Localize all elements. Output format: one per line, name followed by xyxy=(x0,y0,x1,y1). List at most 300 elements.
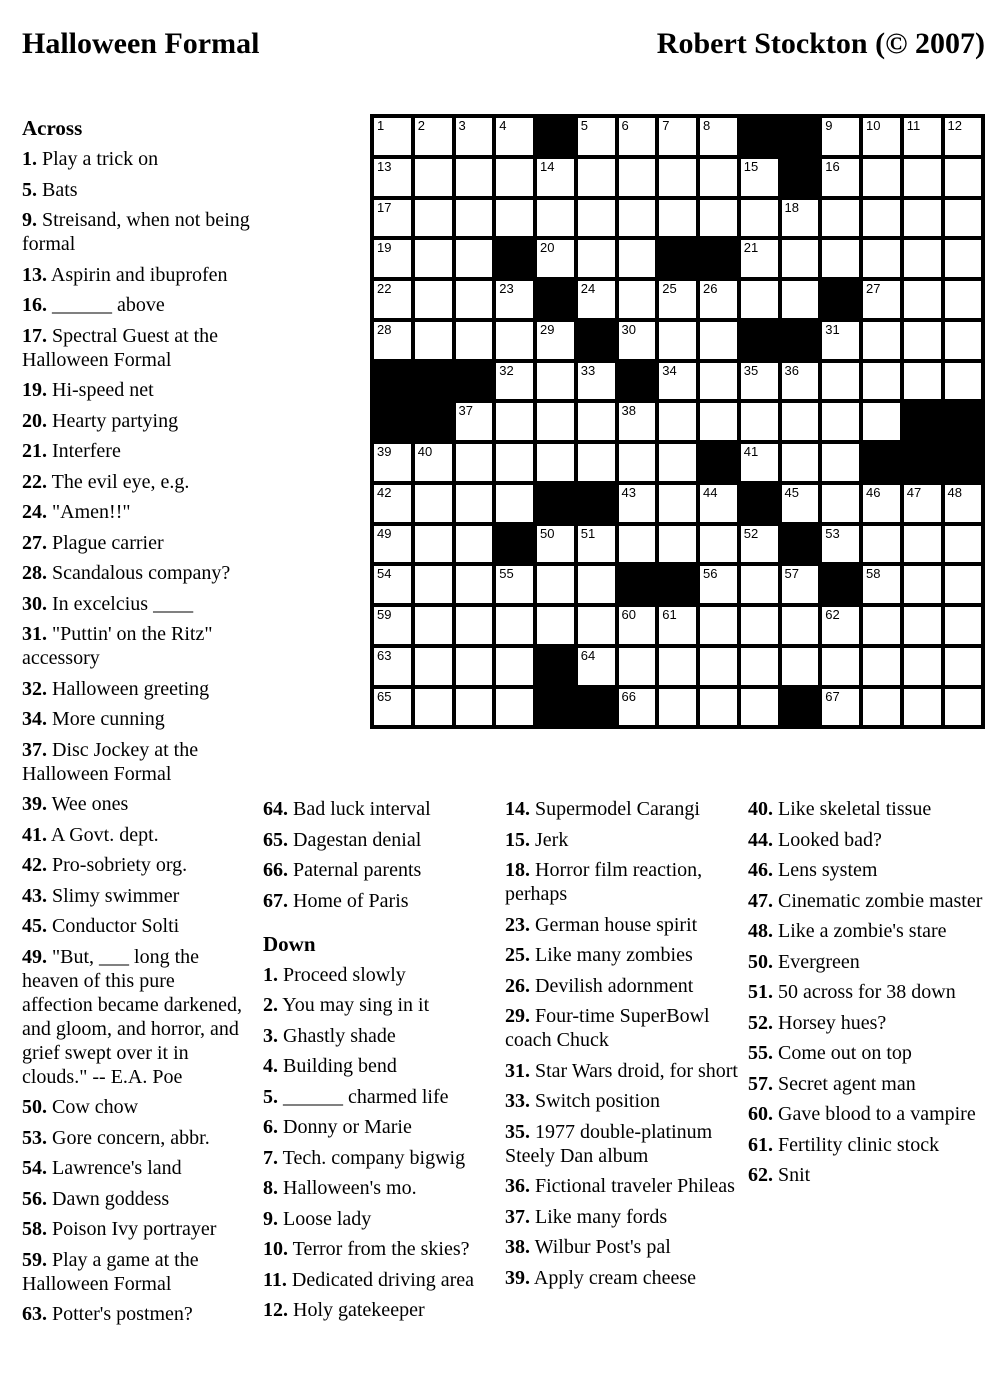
grid-cell[interactable] xyxy=(537,403,574,440)
grid-cell[interactable] xyxy=(741,607,778,644)
grid-cell[interactable] xyxy=(578,444,615,481)
grid-cell-45[interactable] xyxy=(782,485,819,522)
grid-cell-10[interactable] xyxy=(863,118,900,155)
cell-number: 13 xyxy=(377,158,392,174)
cell-number: 16 xyxy=(825,158,840,174)
grid-cell-35[interactable] xyxy=(741,363,778,400)
clue-number: 9. xyxy=(22,209,37,231)
grid-cell[interactable] xyxy=(619,648,656,685)
clue-number: 30. xyxy=(22,592,47,615)
black-square xyxy=(741,322,778,359)
grid-cell-30[interactable] xyxy=(619,322,656,359)
cell-number: 19 xyxy=(377,240,392,256)
grid-cell[interactable] xyxy=(822,240,859,277)
grid-cell-26[interactable] xyxy=(700,281,737,318)
grid-cell-60[interactable] xyxy=(619,607,656,644)
grid-cell[interactable] xyxy=(537,444,574,481)
grid-cell[interactable] xyxy=(945,322,982,359)
grid-cell[interactable] xyxy=(659,648,696,685)
grid-cell[interactable] xyxy=(578,607,615,644)
grid-cell[interactable] xyxy=(578,240,615,277)
clue-number: 42. xyxy=(22,854,47,876)
grid-cell[interactable] xyxy=(415,607,452,644)
grid-cell[interactable] xyxy=(822,200,859,237)
grid-cell-14[interactable] xyxy=(537,159,574,196)
clue-down-18: 18. Horror film reaction, perhaps xyxy=(505,859,703,905)
cell-number: 5 xyxy=(580,118,588,133)
grid-cell[interactable] xyxy=(537,566,574,603)
grid-cell[interactable] xyxy=(863,403,900,440)
grid-cell[interactable] xyxy=(904,607,941,644)
grid-cell-7[interactable] xyxy=(659,118,696,155)
clue-number: 14. xyxy=(505,798,530,820)
grid-cell-2[interactable] xyxy=(415,118,452,155)
black-square xyxy=(374,403,411,440)
cell-number: 33 xyxy=(580,362,596,378)
grid-cell[interactable] xyxy=(456,200,493,237)
clue-across-42: 42. Pro-sobriety org. xyxy=(22,854,188,876)
grid-cell[interactable] xyxy=(700,648,737,685)
grid-cell[interactable] xyxy=(578,566,615,603)
grid-cell[interactable] xyxy=(578,200,615,237)
grid-cell-44[interactable] xyxy=(700,485,737,522)
clue-number: 51. xyxy=(748,981,773,1003)
grid-cell-34[interactable] xyxy=(659,363,696,400)
cell-number: 17 xyxy=(377,199,392,215)
clue-down-38: 38. Wilbur Post's pal xyxy=(505,1236,671,1258)
black-square xyxy=(782,322,819,359)
grid-cell-24[interactable] xyxy=(578,281,615,318)
clue-number: 5. xyxy=(22,178,37,201)
grid-cell[interactable] xyxy=(496,200,533,237)
grid-cell-25[interactable] xyxy=(659,281,696,318)
grid-cell[interactable] xyxy=(659,403,696,440)
clue-across-64: 64. Bad luck interval xyxy=(263,798,431,820)
grid-cell[interactable] xyxy=(619,200,656,237)
grid-cell-9[interactable] xyxy=(822,118,859,155)
grid-cell[interactable] xyxy=(822,485,859,522)
grid-cell[interactable] xyxy=(863,240,900,277)
grid-cell[interactable] xyxy=(496,607,533,644)
clue-number: 4. xyxy=(263,1055,278,1077)
grid-cell[interactable] xyxy=(741,648,778,685)
grid-cell-36[interactable] xyxy=(782,363,819,400)
clue-down-10: 10. Terror from the skies? xyxy=(263,1238,470,1260)
clue-down-35: 35. 1977 double-platinum Steely Dan album xyxy=(505,1120,713,1167)
grid-cell[interactable] xyxy=(659,322,696,359)
grid-cell-37[interactable] xyxy=(456,403,493,440)
grid-cell-53[interactable] xyxy=(822,526,859,563)
grid-cell[interactable] xyxy=(741,566,778,603)
grid-cell[interactable] xyxy=(863,607,900,644)
clue-down-14: 14. Supermodel Carangi xyxy=(505,798,700,820)
grid-cell[interactable] xyxy=(782,240,819,277)
clue-across-5: 5. Bats xyxy=(22,178,78,201)
cell-number: 52 xyxy=(743,525,759,541)
clue-across-31: 31. "Puttin' on the Ritz" accessory xyxy=(22,623,213,669)
grid-cell[interactable] xyxy=(782,607,819,644)
grid-cell[interactable] xyxy=(945,607,982,644)
grid-cell-66[interactable] xyxy=(619,689,656,726)
cell-number: 15 xyxy=(743,158,759,174)
grid-cell[interactable] xyxy=(863,648,900,685)
grid-cell[interactable] xyxy=(456,159,493,196)
grid-cell[interactable] xyxy=(822,403,859,440)
grid-cell[interactable] xyxy=(619,159,656,196)
clue-down-47: 47. Cinematic zombie master xyxy=(748,889,983,912)
grid-cell[interactable] xyxy=(700,363,737,400)
grid-cell[interactable] xyxy=(904,566,941,603)
clue-number: 2. xyxy=(263,994,278,1016)
grid-cell[interactable] xyxy=(496,485,533,522)
cell-number: 11 xyxy=(906,118,921,133)
grid-cell[interactable] xyxy=(741,281,778,318)
grid-cell[interactable] xyxy=(863,200,900,237)
grid-cell[interactable] xyxy=(659,689,696,726)
grid-cell[interactable] xyxy=(456,240,493,277)
grid-cell[interactable] xyxy=(822,363,859,400)
grid-cell-15[interactable] xyxy=(741,159,778,196)
clue-number: 1. xyxy=(22,148,37,170)
grid-cell[interactable] xyxy=(700,607,737,644)
clue-number: 26. xyxy=(505,974,530,997)
clue-down-4: 4. Building bend xyxy=(263,1055,397,1077)
grid-cell-3[interactable] xyxy=(456,118,493,155)
clue-down-31: 31. Star Wars droid, for short xyxy=(505,1059,738,1082)
grid-cell-5[interactable] xyxy=(578,118,615,155)
grid-cell-16[interactable] xyxy=(822,159,859,196)
grid-cell-23[interactable] xyxy=(496,281,533,318)
clue-number: 5. xyxy=(263,1085,278,1108)
grid-cell-29[interactable] xyxy=(537,322,574,359)
grid-cell[interactable] xyxy=(700,159,737,196)
grid-cell-41[interactable] xyxy=(741,444,778,481)
clue-number: 39. xyxy=(22,793,47,815)
grid-cell[interactable] xyxy=(659,444,696,481)
grid-cell-31[interactable] xyxy=(822,322,859,359)
grid-cell[interactable] xyxy=(945,648,982,685)
grid-cell-28[interactable] xyxy=(374,322,411,359)
grid-cell-1[interactable] xyxy=(374,118,411,155)
grid-cell-64[interactable] xyxy=(578,648,615,685)
grid-cell[interactable] xyxy=(537,200,574,237)
grid-cell-11[interactable] xyxy=(904,118,941,155)
grid-cell[interactable] xyxy=(904,200,941,237)
grid-cell[interactable] xyxy=(456,322,493,359)
clue-number: 23. xyxy=(505,913,530,936)
grid-cell-65[interactable] xyxy=(374,689,411,726)
grid-cell[interactable] xyxy=(945,566,982,603)
grid-cell[interactable] xyxy=(415,281,452,318)
grid-cell-40[interactable] xyxy=(415,444,452,481)
grid-cell[interactable] xyxy=(904,322,941,359)
cell-number: 26 xyxy=(703,281,718,296)
grid-cell[interactable] xyxy=(904,526,941,563)
grid-cell-21[interactable] xyxy=(741,240,778,277)
cell-number: 50 xyxy=(540,525,555,541)
grid-cell[interactable] xyxy=(496,403,533,440)
clue-down-6: 6. Donny or Marie xyxy=(263,1116,412,1138)
clue-column-down-end xyxy=(748,797,994,1194)
clue-number: 37. xyxy=(22,738,47,761)
cell-number: 42 xyxy=(377,484,392,500)
grid-cell[interactable] xyxy=(700,322,737,359)
grid-cell-57[interactable] xyxy=(782,566,819,603)
clue-across-1: 1. Play a trick on xyxy=(22,148,159,170)
grid-cell[interactable] xyxy=(415,200,452,237)
clue-number: 28. xyxy=(22,562,47,584)
grid-cell[interactable] xyxy=(904,363,941,400)
clue-number: 57. xyxy=(748,1072,773,1095)
grid-cell[interactable] xyxy=(578,403,615,440)
grid-cell[interactable] xyxy=(619,240,656,277)
grid-cell-50[interactable] xyxy=(537,526,574,563)
grid-cell[interactable] xyxy=(904,240,941,277)
grid-cell[interactable] xyxy=(496,689,533,726)
clue-down-25: 25. Like many zombies xyxy=(505,944,693,966)
grid-cell[interactable] xyxy=(659,526,696,563)
grid-cell[interactable] xyxy=(456,566,493,603)
cell-number: 31 xyxy=(825,321,840,337)
grid-cell[interactable] xyxy=(496,322,533,359)
clue-number: 6. xyxy=(263,1116,278,1138)
grid-cell[interactable] xyxy=(700,200,737,237)
clue-number: 38. xyxy=(505,1236,530,1258)
grid-cell[interactable] xyxy=(863,526,900,563)
grid-cell-6[interactable] xyxy=(619,118,656,155)
grid-cell-38[interactable] xyxy=(619,403,656,440)
black-square xyxy=(578,689,615,726)
grid-cell[interactable] xyxy=(782,403,819,440)
grid-cell[interactable] xyxy=(822,648,859,685)
clue-number: 55. xyxy=(748,1042,773,1064)
grid-cell[interactable] xyxy=(578,159,615,196)
grid-cell[interactable] xyxy=(863,689,900,726)
grid-cell[interactable] xyxy=(537,607,574,644)
grid-cell-4[interactable] xyxy=(496,118,533,155)
black-square xyxy=(537,118,574,155)
grid-cell[interactable] xyxy=(945,159,982,196)
grid-cell[interactable] xyxy=(945,240,982,277)
clue-down-55: 55. Come out on top xyxy=(748,1042,912,1064)
grid-cell[interactable] xyxy=(415,648,452,685)
grid-cell-52[interactable] xyxy=(741,526,778,563)
clue-down-57: 57. Secret agent man xyxy=(748,1072,916,1095)
cell-number: 53 xyxy=(825,525,840,541)
grid-cell-22[interactable] xyxy=(374,281,411,318)
grid-cell[interactable] xyxy=(782,281,819,318)
black-square xyxy=(456,363,493,400)
grid-cell[interactable] xyxy=(945,200,982,237)
grid-cell[interactable] xyxy=(496,159,533,196)
grid-cell-56[interactable] xyxy=(700,566,737,603)
clue-number: 19. xyxy=(22,379,47,401)
clue-across-49: 49. "But, ___ long the heaven of this pure affection became darkened, and gloom, and horror, and grief swept over it in clouds." -- E.A. Poe xyxy=(22,945,243,1088)
cell-number: 63 xyxy=(377,647,392,663)
grid-cell[interactable] xyxy=(537,363,574,400)
clue-number: 36. xyxy=(505,1175,530,1197)
grid-cell[interactable] xyxy=(496,648,533,685)
cell-number: 36 xyxy=(784,362,799,378)
grid-cell[interactable] xyxy=(456,444,493,481)
grid-cell-49[interactable] xyxy=(374,526,411,563)
grid-cell-20[interactable] xyxy=(537,240,574,277)
grid-cell-39[interactable] xyxy=(374,444,411,481)
black-square xyxy=(822,566,859,603)
grid-cell-59[interactable] xyxy=(374,607,411,644)
clue-down-37: 37. Like many fords xyxy=(505,1205,668,1228)
grid-cell[interactable] xyxy=(415,240,452,277)
grid-cell[interactable] xyxy=(415,322,452,359)
clue-down-26: 26. Devilish adornment xyxy=(505,974,694,997)
black-square xyxy=(782,118,819,155)
cell-number: 9 xyxy=(825,118,833,133)
grid-cell[interactable] xyxy=(863,363,900,400)
clue-number: 60. xyxy=(748,1103,773,1125)
grid-cell[interactable] xyxy=(741,689,778,726)
grid-cell[interactable] xyxy=(659,485,696,522)
clue-down-1: 1. Proceed slowly xyxy=(263,963,406,986)
grid-cell[interactable] xyxy=(904,281,941,318)
grid-cell[interactable] xyxy=(904,648,941,685)
grid-cell[interactable] xyxy=(741,403,778,440)
cell-number: 20 xyxy=(540,240,555,256)
grid-cell-27[interactable] xyxy=(863,281,900,318)
clue-number: 29. xyxy=(505,1005,530,1027)
grid-cell-19[interactable] xyxy=(374,240,411,277)
cell-number: 24 xyxy=(580,281,596,296)
grid-cell[interactable] xyxy=(456,485,493,522)
grid-cell-55[interactable] xyxy=(496,566,533,603)
grid-cell[interactable] xyxy=(619,444,656,481)
grid-cell[interactable] xyxy=(945,689,982,726)
cell-number: 60 xyxy=(621,607,636,622)
grid-cell-13[interactable] xyxy=(374,159,411,196)
cell-number: 65 xyxy=(377,688,392,704)
clue-across-30: 30. In excelcius ____ xyxy=(22,592,194,615)
grid-cell-42[interactable] xyxy=(374,485,411,522)
grid-cell-58[interactable] xyxy=(863,566,900,603)
grid-cell[interactable] xyxy=(700,526,737,563)
grid-cell[interactable] xyxy=(741,200,778,237)
grid-cell[interactable] xyxy=(619,281,656,318)
grid-cell-33[interactable] xyxy=(578,363,615,400)
grid-cell-63[interactable] xyxy=(374,648,411,685)
clue-across-21: 21. Interfere xyxy=(22,440,121,462)
clue-number: 9. xyxy=(263,1207,278,1230)
grid-cell-62[interactable] xyxy=(822,607,859,644)
clue-number: 20. xyxy=(22,409,47,432)
black-square xyxy=(578,485,615,522)
grid-cell-46[interactable] xyxy=(863,485,900,522)
grid-cell-12[interactable] xyxy=(945,118,982,155)
grid-cell-32[interactable] xyxy=(496,363,533,400)
grid-cell[interactable] xyxy=(456,281,493,318)
grid-cell[interactable] xyxy=(822,444,859,481)
cell-number: 58 xyxy=(866,566,881,582)
clue-number: 37. xyxy=(505,1205,530,1228)
grid-cell[interactable] xyxy=(415,485,452,522)
grid-cell[interactable] xyxy=(415,689,452,726)
grid-cell-51[interactable] xyxy=(578,526,615,563)
grid-cell-48[interactable] xyxy=(945,485,982,522)
black-square xyxy=(619,363,656,400)
black-square xyxy=(415,403,452,440)
grid-cell-8[interactable] xyxy=(700,118,737,155)
black-square xyxy=(782,689,819,726)
black-square xyxy=(863,444,900,481)
grid-cell-67[interactable] xyxy=(822,689,859,726)
clue-down-23: 23. German house spirit xyxy=(505,913,698,936)
grid-cell[interactable] xyxy=(863,322,900,359)
black-square xyxy=(700,444,737,481)
grid-cell[interactable] xyxy=(456,526,493,563)
black-square xyxy=(945,444,982,481)
black-square xyxy=(415,363,452,400)
grid-cell[interactable] xyxy=(945,363,982,400)
grid-cell[interactable] xyxy=(456,689,493,726)
crossword-grid xyxy=(370,114,985,729)
grid-cell[interactable] xyxy=(456,607,493,644)
grid-cell[interactable] xyxy=(659,159,696,196)
clue-across-59: 59. Play a game at the Halloween Formal xyxy=(22,1248,199,1295)
grid-cell[interactable] xyxy=(782,648,819,685)
clue-down-2: 2. You may sing in it xyxy=(263,994,430,1016)
cell-number: 25 xyxy=(662,281,677,296)
grid-cell[interactable] xyxy=(456,648,493,685)
black-square xyxy=(537,689,574,726)
cell-number: 51 xyxy=(580,525,596,541)
cell-number: 64 xyxy=(580,647,596,663)
grid-cell[interactable] xyxy=(415,566,452,603)
grid-cell-54[interactable] xyxy=(374,566,411,603)
cell-number: 21 xyxy=(743,240,759,256)
clue-number: 63. xyxy=(22,1303,47,1325)
grid-cell[interactable] xyxy=(415,526,452,563)
clue-number: 48. xyxy=(748,920,773,942)
grid-cell[interactable] xyxy=(863,159,900,196)
grid-cell[interactable] xyxy=(945,281,982,318)
grid-cell-47[interactable] xyxy=(904,485,941,522)
clue-across-13: 13. Aspirin and ibuprofen xyxy=(22,263,228,286)
grid-cell[interactable] xyxy=(945,526,982,563)
clue-number: 52. xyxy=(748,1011,773,1034)
clue-down-50: 50. Evergreen xyxy=(748,950,860,973)
grid-cell[interactable] xyxy=(659,200,696,237)
clue-number: 43. xyxy=(22,884,47,907)
clue-number: 46. xyxy=(748,859,773,881)
grid-cell[interactable] xyxy=(496,444,533,481)
grid-cell[interactable] xyxy=(700,403,737,440)
grid-cell[interactable] xyxy=(619,526,656,563)
grid-cell[interactable] xyxy=(904,159,941,196)
cell-number: 66 xyxy=(621,688,636,704)
grid-cell-18[interactable] xyxy=(782,200,819,237)
clue-number: 1. xyxy=(263,963,278,986)
grid-cell-17[interactable] xyxy=(374,200,411,237)
grid-cell[interactable] xyxy=(415,159,452,196)
grid-cell[interactable] xyxy=(904,689,941,726)
grid-cell-61[interactable] xyxy=(659,607,696,644)
clue-down-33: 33. Switch position xyxy=(505,1090,661,1112)
cell-number: 28 xyxy=(377,321,392,337)
black-square xyxy=(822,281,859,318)
grid-cell-43[interactable] xyxy=(619,485,656,522)
grid-cell[interactable] xyxy=(782,444,819,481)
clue-number: 3. xyxy=(263,1024,278,1047)
grid-cell[interactable] xyxy=(700,689,737,726)
clue-across-19: 19. Hi-speed net xyxy=(22,379,154,401)
